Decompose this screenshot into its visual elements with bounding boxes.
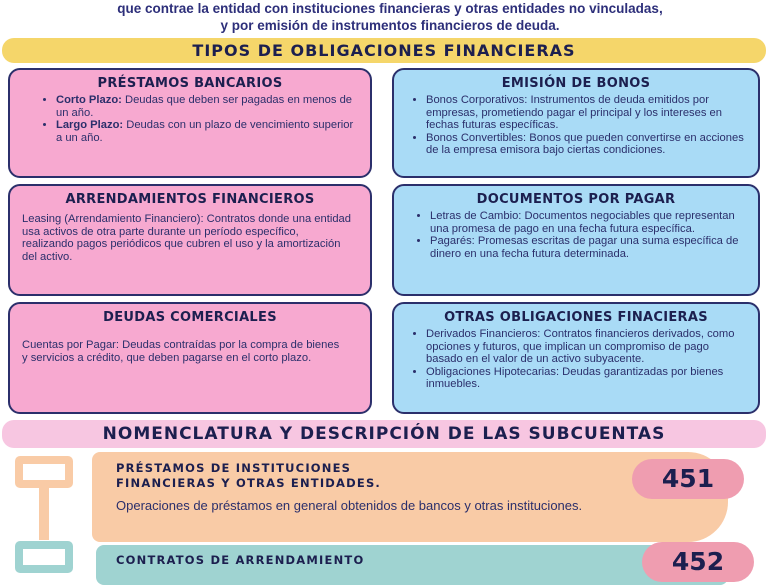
subcuenta-452-title: CONTRATOS DE ARRENDAMIENTO xyxy=(116,553,365,567)
card-title: DEUDAS COMERCIALES xyxy=(103,310,277,325)
subcuenta-451-title-2: FINANCIERAS Y OTRAS ENTIDADES. xyxy=(116,476,381,490)
intro-line-2: y por emisión de instrumentos financieros de deuda. xyxy=(220,18,560,33)
subcuenta-452-code: 452 xyxy=(642,542,754,582)
subcuenta-451-title-1: PRÉSTAMOS DE INSTITUCIONES xyxy=(116,461,352,475)
card-title: ARRENDAMIENTOS FINANCIEROS xyxy=(65,192,315,207)
list-item: • Pagarés: Promesas escritas de pagar una suma específica de dinero en una fecha futura determinada. xyxy=(430,235,746,260)
card-title: PRÉSTAMOS BANCARIOS xyxy=(97,76,283,91)
list-item: • Bonos Convertibles: Bonos que pueden convertirse en acciones de la empresa emisora bajo ciertas condiciones. xyxy=(426,132,746,157)
key-stem-decoration xyxy=(39,486,49,540)
card-deudas-comerciales xyxy=(8,302,372,414)
list-item: • Corto Plazo: Deudas que deben ser pagadas en menos de un año. xyxy=(56,94,354,119)
card-text: Cuentas por Pagar: Deudas contraídas por la compra de bienes y servicios a crédito, que deben pagarse en el corto plazo. xyxy=(22,339,340,364)
intro-line-1: que contrae la entidad con instituciones financieras y otras entidades no vinculadas, xyxy=(117,1,663,16)
key-decoration-icon xyxy=(15,456,73,488)
card-text: Leasing (Arrendamiento Financiero): Contratos donde una entidad usa activos de otra parte durante un período específico, realizando pagos periódicos que cubren el uso y la amortización del activo. xyxy=(22,213,351,263)
list-item: • Bonos Corporativos: Instrumentos de deuda emitidos por empresas, prometiendo pagar el principal y los intereses en fechas futuras específicas. xyxy=(426,94,746,132)
card-title: EMISIÓN DE BONOS xyxy=(501,76,651,91)
intro-text xyxy=(40,0,740,34)
section-title-banner: TIPOS DE OBLIGACIONES FINANCIERAS xyxy=(2,38,766,63)
subcuenta-451-code: 451 xyxy=(632,459,744,499)
key-decoration-icon xyxy=(15,541,73,573)
card-title: DOCUMENTOS POR PAGAR xyxy=(476,192,676,207)
list-item: • Letras de Cambio: Documentos negociables que representan una promesa de pago en una fecha futura específica. xyxy=(430,210,746,235)
list-item: • Obligaciones Hipotecarias: Deudas garantizadas por bienes inmuebles. xyxy=(426,366,746,391)
card-documentos-por-pagar xyxy=(392,184,760,296)
nomenclatura-banner: NOMENCLATURA Y DESCRIPCIÓN DE LAS SUBCUENTAS xyxy=(2,420,766,448)
card-otras-obligaciones xyxy=(392,302,760,414)
card-title: OTRAS OBLIGACIONES FINACIERAS xyxy=(444,310,708,325)
subcuenta-451-description: Operaciones de préstamos en general obtenidos de bancos y otras instituciones. xyxy=(116,498,583,513)
list-item: • Largo Plazo: Deudas con un plazo de vencimiento superior a un año. xyxy=(56,119,354,144)
list-item: • Derivados Financieros: Contratos financieros derivados, como opciones y futuros, que implican un compromiso de pago basado en el valor de un activo subyacente. xyxy=(426,328,746,366)
card-emision-bonos xyxy=(392,68,760,178)
card-arrendamientos-financieros xyxy=(8,184,372,296)
card-prestamos-bancarios xyxy=(8,68,372,178)
